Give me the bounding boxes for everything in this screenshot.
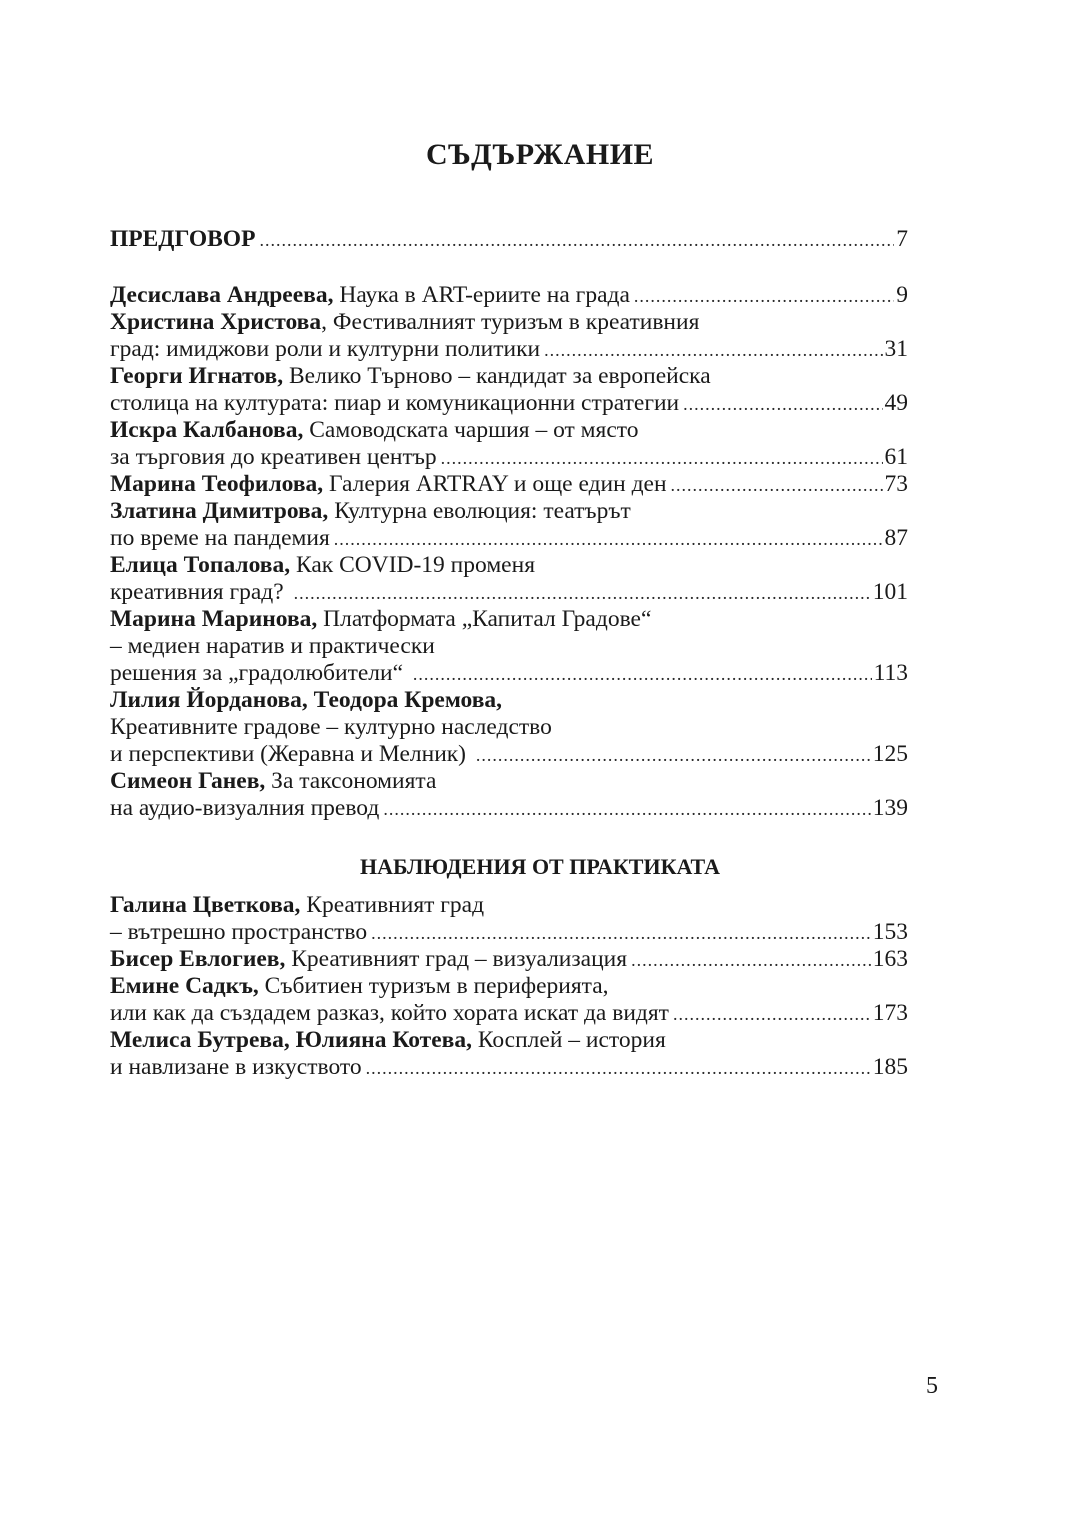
page-ref: 101: [872, 579, 908, 605]
toc-line: [110, 919, 908, 946]
entry-author: Георги Игнатов,: [110, 363, 284, 389]
entry-author: Лилия Йорданова, Теодора Кремова,: [110, 687, 503, 713]
entry-title: или как да създадем разказ, който хората искат да видят: [110, 1000, 669, 1026]
page-ref: 49: [884, 390, 908, 416]
toc-entry: [110, 768, 908, 822]
toc-line: [110, 714, 908, 741]
toc-entry: [110, 282, 908, 309]
toc-entry: [110, 973, 908, 1027]
entry-title: Платформата „Капитал Градове“: [317, 606, 652, 632]
toc-line: [110, 687, 908, 714]
entry-author: Златина Димитрова,: [110, 498, 329, 524]
entry-title: – вътрешно пространство: [110, 919, 368, 945]
toc-line: [110, 417, 908, 444]
entry-title: столица на културата: пиар и комуникационни стратегии: [110, 390, 680, 416]
page-ref: 7: [896, 226, 908, 252]
entry-title: Наука в ART-ериите на града: [333, 282, 630, 308]
entry-title: по време на пандемия: [110, 525, 330, 551]
entry-author: Искра Калбанова,: [110, 417, 304, 443]
toc-entry: [110, 417, 908, 471]
preface-entry: [110, 226, 908, 253]
entry-title: за търговия до креативен център: [110, 444, 437, 470]
toc-entry: [110, 498, 908, 552]
toc-line: [110, 946, 908, 973]
toc-main-list: [110, 282, 908, 822]
entry-author: Марина Теофилова,: [110, 471, 324, 497]
toc-line: [110, 444, 908, 471]
toc-line: [110, 633, 908, 660]
toc-line: [110, 336, 908, 363]
toc-entry: [110, 687, 908, 768]
entry-title: Креативният град – визуализация: [285, 946, 628, 972]
entry-author: Елица Топалова,: [110, 552, 291, 578]
toc-entry: [110, 892, 908, 946]
toc-entry: [110, 1027, 908, 1081]
entry-title: на аудио-визуалния превод: [110, 795, 380, 821]
page-title: СЪДЪРЖАНИЕ: [425, 138, 655, 171]
entry-title: Креативните градове – културно наследство: [110, 714, 552, 740]
dot-leader: [441, 445, 883, 472]
entry-title: Креативният град: [300, 892, 485, 918]
page-number: 5: [926, 1373, 938, 1399]
toc-line: [110, 892, 908, 919]
toc-line: [110, 1000, 908, 1027]
toc-line: [110, 498, 908, 525]
page-ref: 139: [872, 795, 908, 821]
page-ref: 125: [872, 741, 908, 767]
page-ref: 61: [884, 444, 908, 470]
toc-line: [110, 973, 908, 1000]
toc-entry: [110, 946, 908, 973]
toc-line: [110, 660, 908, 687]
dot-leader: [476, 742, 871, 769]
entry-title: – медиен наратив и практически: [110, 633, 435, 659]
preface-label: ПРЕДГОВОР: [110, 226, 256, 252]
page-ref: 185: [872, 1054, 908, 1080]
entry-title: За таксономията: [265, 768, 437, 794]
dot-leader: [634, 283, 894, 310]
toc-entry: [110, 309, 908, 363]
page-ref: 9: [896, 282, 908, 308]
entry-title: град: имиджови роли и културни политики: [110, 336, 541, 362]
toc-practice-list: [110, 892, 908, 1081]
entry-title: Как COVID-19 променя: [290, 552, 536, 578]
toc-line: [110, 282, 908, 309]
entry-author: Мелиса Бутрева, Юлияна Котева,: [110, 1027, 472, 1053]
toc-line: [110, 1027, 908, 1054]
toc-line: [110, 606, 908, 633]
toc-entry: [110, 363, 908, 417]
entry-author: Галина Цветкова,: [110, 892, 301, 918]
page-ref: 113: [873, 660, 908, 686]
dot-leader: [671, 472, 883, 499]
toc-entry: [110, 471, 908, 498]
toc-line: [110, 471, 908, 498]
dot-leader: [259, 227, 894, 254]
page-ref: 163: [872, 946, 908, 972]
toc-line: [110, 741, 908, 768]
entry-title: креативния град?: [110, 579, 290, 605]
section-heading-practice: НАБЛЮДЕНИЯ ОТ ПРАКТИКАТА: [360, 854, 720, 879]
dot-leader: [334, 526, 883, 553]
page-ref: 73: [884, 471, 908, 497]
page-ref: 31: [884, 336, 908, 362]
dot-leader: [413, 661, 872, 688]
toc-entry: [110, 552, 908, 606]
entry-title: Галерия ARTRAY и още един ден: [323, 471, 667, 497]
toc-line: [110, 226, 908, 253]
dot-leader: [371, 920, 871, 947]
entry-author: Десислава Андреева,: [110, 282, 334, 308]
entry-title: и навлизане в изкуството: [110, 1054, 362, 1080]
dot-leader: [544, 337, 882, 364]
page-ref: 87: [884, 525, 908, 551]
entry-title: Велико Търново – кандидат за европейска: [283, 363, 711, 389]
entry-title: , Фестивалният туризъм в креативния: [321, 309, 700, 335]
toc-line: [110, 552, 908, 579]
entry-title: Събитиен туризъм в периферията,: [258, 973, 609, 999]
page-ref: 173: [872, 1000, 908, 1026]
entry-author: Емине Садкъ,: [110, 973, 259, 999]
dot-leader: [294, 580, 871, 607]
dot-leader: [673, 1001, 871, 1028]
dot-leader: [631, 947, 871, 974]
toc-line: [110, 363, 908, 390]
toc-line: [110, 579, 908, 606]
toc-line: [110, 768, 908, 795]
entry-title: решения за „градолюбители“: [110, 660, 409, 686]
entry-title: и перспективи (Жеравна и Мелник): [110, 741, 472, 767]
entry-title: Културна еволюция: театърът: [328, 498, 631, 524]
dot-leader: [366, 1055, 871, 1082]
page-ref: 153: [872, 919, 908, 945]
toc-line: [110, 309, 908, 336]
toc-line: [110, 795, 908, 822]
dot-leader: [683, 391, 882, 418]
toc-entry: [110, 606, 908, 687]
toc-line: [110, 525, 908, 552]
entry-title: Самоводската чаршия – от място: [303, 417, 639, 443]
entry-author: Марина Маринова,: [110, 606, 318, 632]
toc-line: [110, 1054, 908, 1081]
dot-leader: [383, 796, 870, 823]
entry-author: Бисер Евлогиев,: [110, 946, 286, 972]
toc-line: [110, 390, 908, 417]
entry-author: Христина Христова: [110, 309, 322, 335]
entry-author: Симеон Ганев,: [110, 768, 266, 794]
entry-title: Косплей – история: [471, 1027, 666, 1053]
